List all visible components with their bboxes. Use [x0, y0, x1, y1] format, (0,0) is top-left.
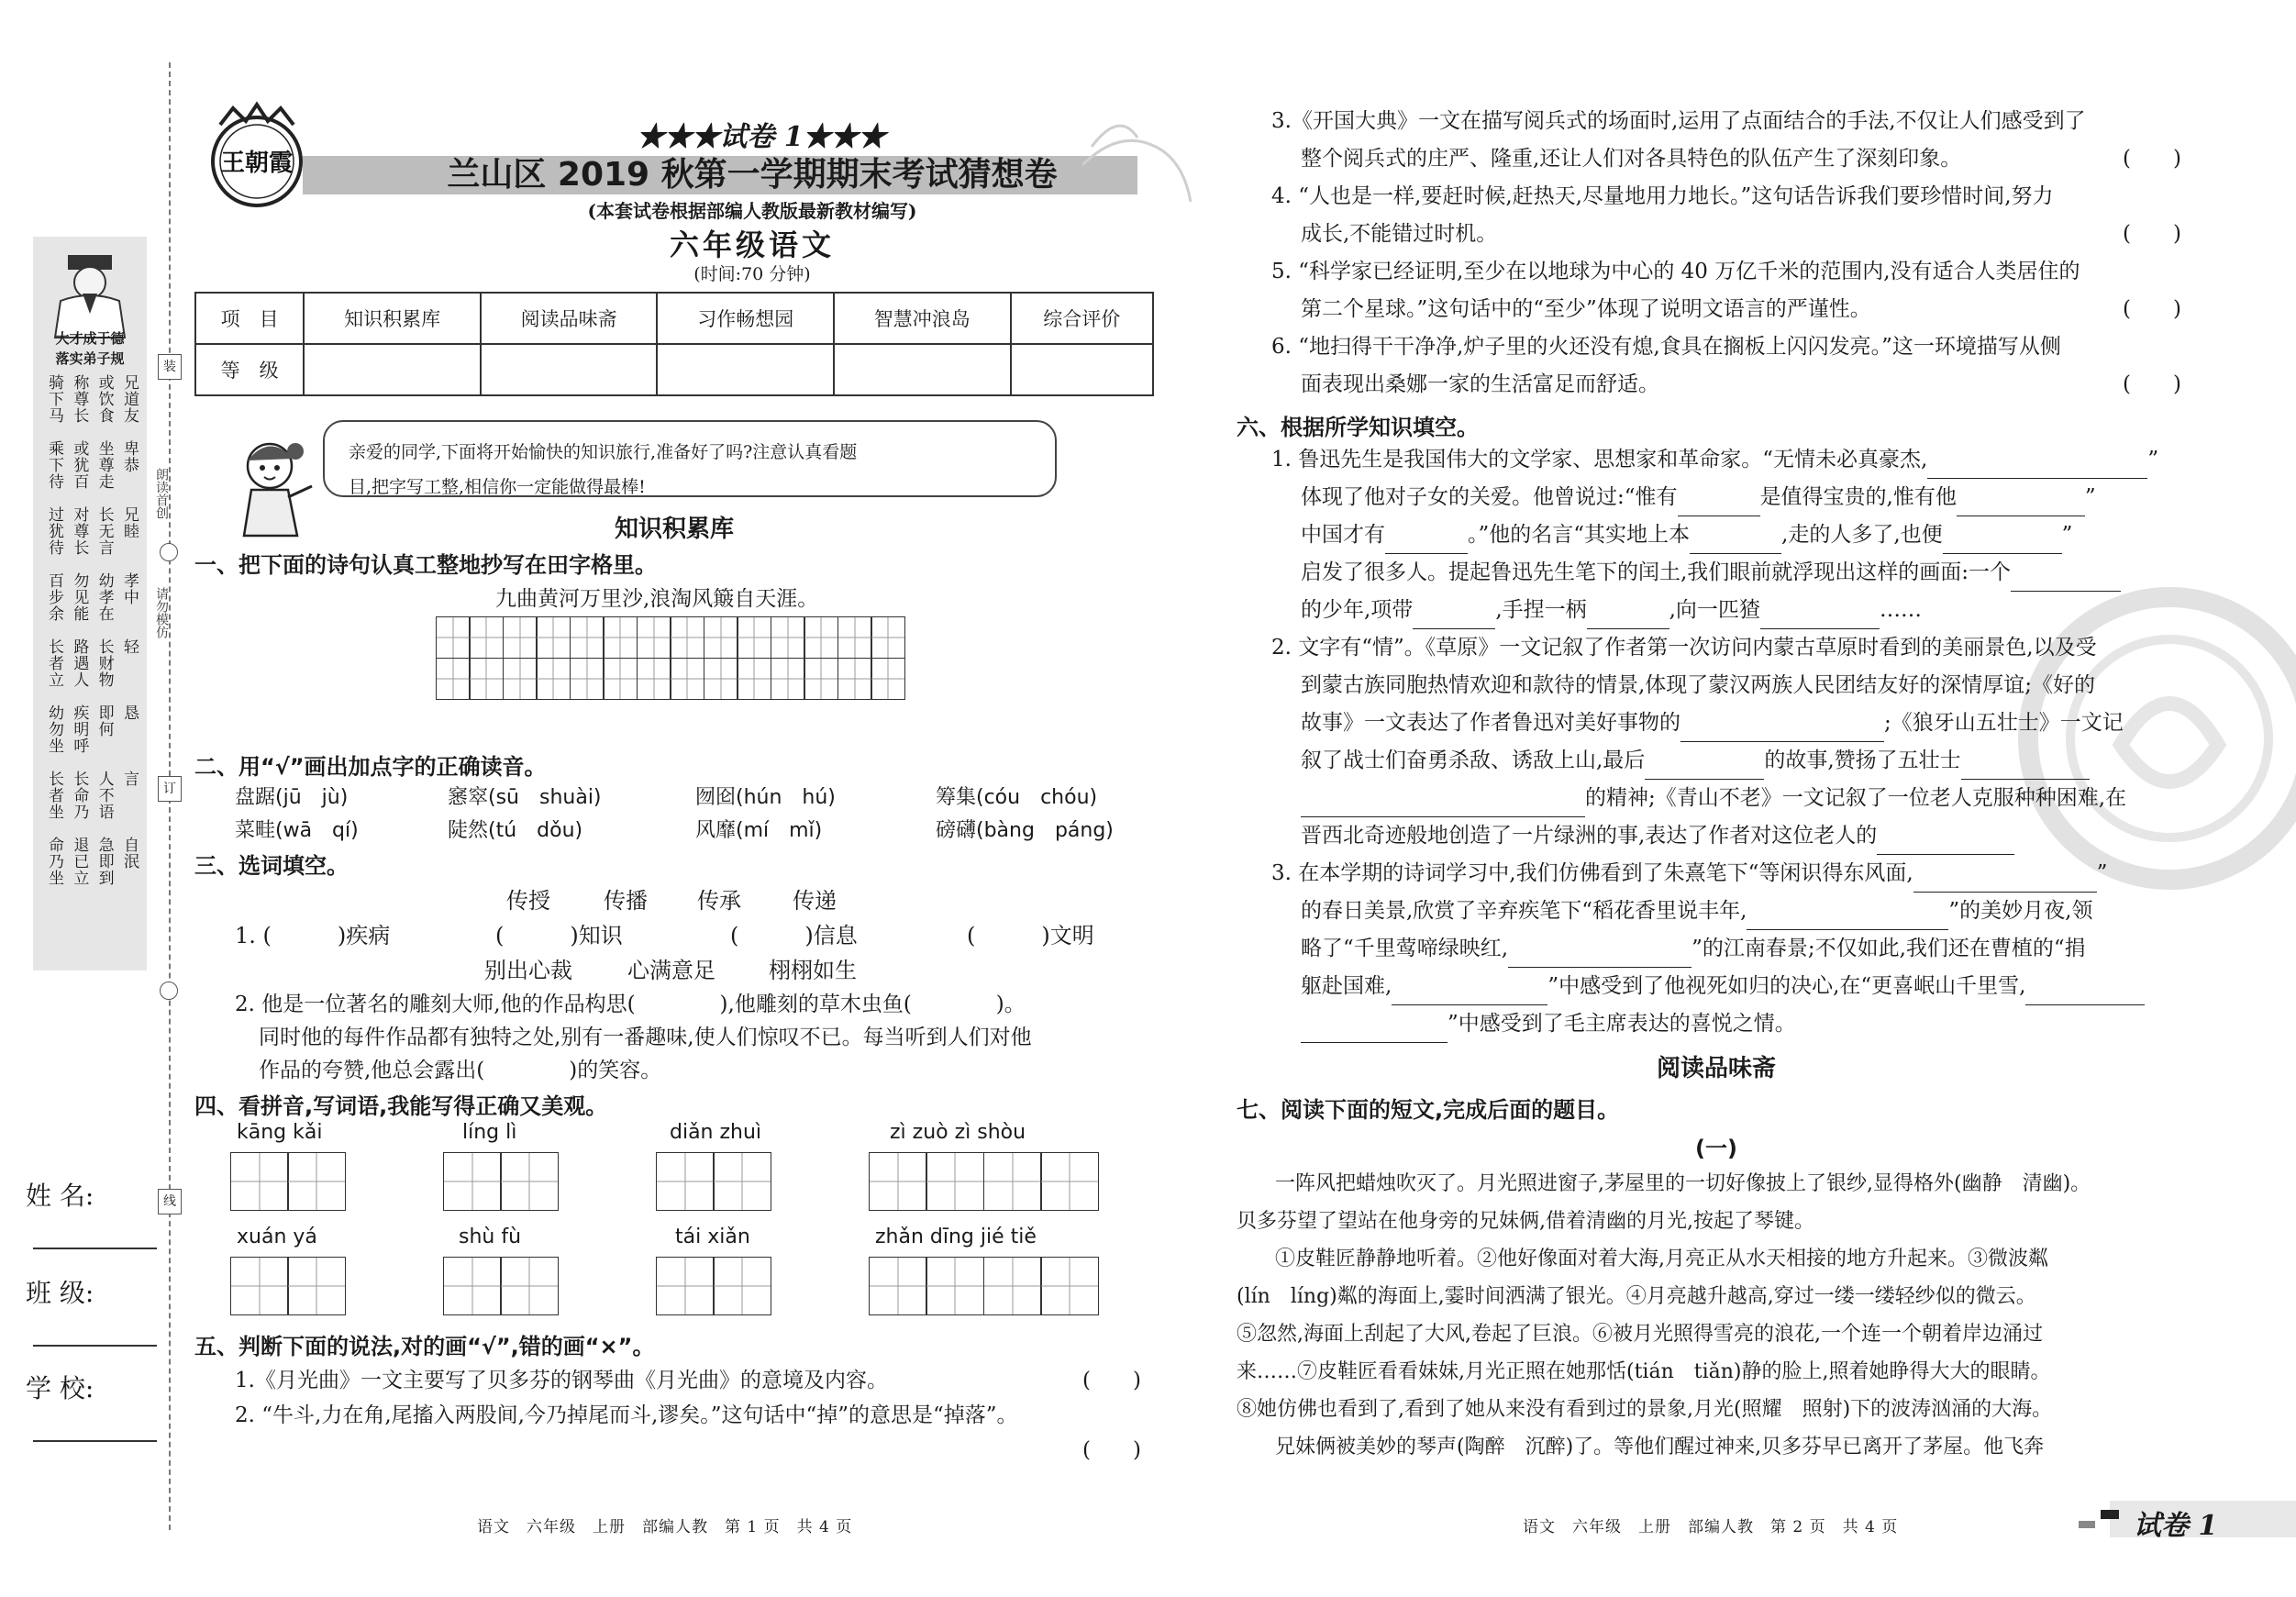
q5-answer-2[interactable]: ( ) — [1082, 1438, 1141, 1462]
fill-blank[interactable] — [1508, 945, 1691, 968]
fill-blank[interactable] — [1645, 757, 1764, 780]
fill-blank[interactable] — [1301, 1020, 1447, 1043]
q2-item[interactable]: 磅礴(bàng páng) — [936, 819, 1114, 842]
passage-line: ①皮鞋匠静静地听着。②他好像面对着大海,月亮正从水天相接的地方升起来。③微波粼 — [1275, 1248, 2048, 1270]
q3-word: 别出心裁 — [484, 958, 572, 983]
poem-block: 命乃坐 退已立 急即到 自泯 — [45, 837, 139, 886]
q4-heading: 四、看拼音,写词语,我能写得正确又美观。 — [194, 1093, 608, 1119]
corner-block-icon — [2079, 1521, 2095, 1528]
passage-line: 兄妹俩被美妙的琴声(陶醉 沉醉)了。等他们醒过神来,贝多芬早已离开了茅屋。他飞奔 — [1275, 1436, 2045, 1458]
fill-blank[interactable] — [1877, 832, 2014, 855]
section-title-knowledge: 知识积累库 — [614, 516, 734, 543]
score-cell: 阅读品味斋 — [481, 293, 658, 344]
binding-mark-zhuang: 装 — [158, 354, 182, 380]
q5-item-1: 1.《月光曲》一文主要写了贝多芬的钢琴曲《月光曲》的意境及内容。 — [235, 1369, 888, 1392]
q5-item-6-line2: 面表现出桑娜一家的生活富足而舒适。 — [1301, 372, 1659, 396]
writing-grid-q4[interactable] — [870, 1152, 1099, 1211]
fill-blank[interactable] — [1678, 494, 1760, 516]
q5-item-3-line1: 3.《开国大典》一文在描写阅兵式的场面时,运用了点面结合的手法,不仅让人们感受到了 — [1271, 109, 2086, 133]
q5-item-4-line1: 4. “人也是一样,要赶时候,赶热天,尽量地用力地长。”这句话告诉我们要珍惜时间,努力 — [1271, 184, 2054, 208]
binding-hole-icon — [160, 543, 178, 561]
poem-block: 长者坐 长命乃 人不语 言 — [45, 771, 139, 820]
q3-blank[interactable]: ( )信息 — [730, 923, 858, 948]
q1-heading: 一、把下面的诗句认真工整地抄写在田字格里。 — [194, 552, 657, 578]
q5-answer-6[interactable]: ( ) — [2123, 372, 2181, 396]
fill-blank[interactable] — [1747, 907, 1948, 930]
q4-pinyin: diǎn zhuì — [670, 1121, 762, 1144]
fill-blank[interactable] — [1392, 982, 1547, 1005]
fill-blank[interactable] — [1760, 606, 1880, 629]
passage-line: ⑧她仿佛也看到了,看到了她从来没有看到过的景象,月光(照耀 照射)下的波涛汹涌的大海。 — [1237, 1398, 2053, 1421]
bubble-line-2: 目,把字写工整,相信你一定能做得最棒! — [349, 477, 646, 497]
q5-answer-3[interactable]: ( ) — [2123, 147, 2181, 171]
q2-item[interactable]: 风靡(mí mǐ) — [695, 819, 823, 842]
score-cell: 习作畅想园 — [657, 293, 834, 344]
score-grade-row — [195, 344, 1153, 395]
fill-blank[interactable] — [2025, 982, 2145, 1005]
poem-block: 过犹待 对尊长 长无言 兄睦 — [45, 506, 139, 556]
writing-grid-q4[interactable] — [444, 1257, 559, 1315]
q6-heading: 六、根据所学知识填空。 — [1237, 415, 1479, 440]
q6-p2-line: 晋西北奇迹般地创造了一片绿洲的事,表达了作者对这位老人的 — [1301, 817, 2014, 855]
bubble-line-1: 亲爱的同学,下面将开始愉快的知识旅行,准备好了吗?注意认真看题 — [349, 442, 858, 462]
ribbon-decoration-icon — [1082, 110, 1192, 211]
q5-item-5-line1: 5. “科学家已经证明,至少在以地球为中心的 40 万亿千米的范围内,没有适合人类居住的 — [1271, 260, 2080, 283]
passage-line: 贝多芬望了望站在他身旁的兄妹俩,借着清幽的月光,按起了琴键。 — [1237, 1210, 1814, 1233]
school-field[interactable] — [33, 1440, 157, 1442]
q6-p2-line: 叙了战士们奋勇杀敌、诱敌上山,最后 的故事,赞扬了五壮士 — [1301, 742, 2090, 780]
q3-line2a[interactable]: 2. 他是一位著名的雕刻大师,他的作品构思( ),他雕刻的草木虫鱼( )。 — [235, 993, 1026, 1016]
name-field[interactable] — [33, 1248, 157, 1249]
q6-p2-line: 故事》一文表达了作者鲁迅对美好事物的 ;《狼牙山五壮士》一文记 — [1301, 704, 2124, 742]
footer-page-2: 语文 六年级 上册 部编人教 第 2 页 共 4 页 — [1523, 1518, 1899, 1536]
binding-hole-icon — [160, 981, 178, 1000]
grid-row — [437, 616, 905, 659]
sidebar-poems — [44, 374, 139, 903]
passage-line: 一阵风把蜡烛吹灭了。月光照进窗子,茅屋里的一切好像披上了银纱,显得格外(幽静 清幽)。 — [1275, 1172, 2091, 1195]
time-limit: (时间:70 分钟) — [693, 264, 811, 284]
q3-blank[interactable]: 1. ( )疾病 — [235, 923, 391, 948]
q5-answer-1[interactable]: ( ) — [1082, 1369, 1141, 1392]
writing-grid-q4[interactable] — [657, 1152, 771, 1211]
q6-p1-line: 体现了他对子女的关爱。他曾说过:“惟有 是值得宝贵的,惟有他 ” — [1301, 479, 2096, 516]
q4-pinyin: xuán yá — [237, 1225, 317, 1248]
q3-line2b: 同时他的每件作品都有独特之处,别有一番趣味,使人们惊叹不已。每当听到人们对他 — [259, 1026, 1032, 1049]
passage-line: ⑤忽然,海面上刮起了大风,卷起了巨浪。⑥被月光照得雪亮的浪花,一个连一个朝着岸边涌过 — [1237, 1323, 2043, 1346]
q3-blank[interactable]: ( )文明 — [967, 923, 1094, 948]
class-label: 班 级: — [26, 1278, 94, 1308]
grade-input[interactable] — [304, 344, 481, 395]
q6-p1-line: 的少年,项带 ,手捏一柄 ,向一匹猹 …… — [1301, 592, 1922, 629]
q3-heading: 三、选词填空。 — [194, 853, 349, 879]
poem-block: 长者立 路遇人 长财物 轻 — [45, 638, 139, 688]
school-label: 学 校: — [26, 1373, 94, 1403]
score-cell: 知识积累库 — [304, 293, 481, 344]
q6-p3-line: 略了“千里莺啼绿映红, ”的江南春景;不仅如此,我们还在曹植的“捐 — [1301, 930, 2086, 968]
fill-blank[interactable] — [2011, 569, 2121, 592]
exam-note: (本套试卷根据部编人教版最新教材编写) — [587, 200, 917, 222]
footer-page-1: 语文 六年级 上册 部编人教 第 1 页 共 4 页 — [477, 1518, 853, 1536]
q2-heading: 二、用“√”画出加点字的正确读音。 — [194, 754, 547, 780]
q2-item[interactable]: 筹集(cóu chóu) — [936, 786, 1098, 809]
q5-heading: 五、判断下面的说法,对的画“√”,错的画“×”。 — [194, 1334, 655, 1359]
grade-input[interactable] — [834, 344, 1011, 395]
q5-item-2: 2. “牛斗,力在角,尾搐入两股间,今乃掉尾而斗,谬矣。”这句话中“掉”的意思是“掉落”。 — [235, 1403, 1018, 1427]
section-title-reading: 阅读品味斋 — [1656, 1055, 1776, 1082]
corner-exam-label: 试卷 1 — [2134, 1510, 2218, 1542]
q2-item[interactable]: 菜畦(wā qí) — [235, 819, 359, 842]
fill-blank[interactable] — [1385, 531, 1468, 554]
binding-mark-ding: 订 — [158, 776, 182, 802]
fill-blank[interactable] — [1957, 494, 2085, 516]
poem-block: 百步余 勿见能 幼孝在 孝中 — [45, 572, 139, 622]
q6-p3-line: ”中感受到了毛主席表达的喜悦之情。 — [1301, 1005, 1796, 1043]
passage-line: (lín líng)粼的海面上,霎时间洒满了银光。④月亮越升越高,穿过一缕一缕轻纱似的微云。 — [1237, 1285, 2036, 1308]
binding-note-1: 朗读首创 — [154, 468, 169, 519]
grade-input[interactable] — [1011, 344, 1153, 395]
score-cell: 等 级 — [195, 344, 304, 395]
score-table — [194, 292, 1154, 396]
q3-word: 传授 — [506, 888, 550, 914]
writing-grid-q4[interactable] — [657, 1257, 771, 1315]
q4-pinyin: shù fù — [459, 1225, 522, 1248]
publisher-logo — [193, 101, 321, 211]
q3-word: 传递 — [793, 888, 837, 914]
passage-line: 来……⑦皮鞋匠看看妹妹,月光正照在她那恬(tián tiǎn)静的脸上,照着她睁得大大的眼睛。 — [1237, 1360, 2051, 1383]
q4-pinyin: tái xiǎn — [675, 1225, 750, 1248]
fill-blank[interactable] — [1301, 794, 1585, 817]
q4-pinyin: líng lì — [462, 1121, 517, 1144]
q5-item-6-line1: 6. “地扫得干干净净,炉子里的火还没有熄,食具在搁板上闪闪发亮。”这一环境描写从侧 — [1271, 335, 2061, 359]
binding-mark-xian: 线 — [158, 1189, 182, 1214]
q2-item[interactable]: 盘踞(jū jù) — [235, 786, 349, 809]
q1-verse: 九曲黄河万里沙,浪淘风簸自天涯。 — [495, 587, 819, 611]
name-label: 姓 名: — [26, 1181, 94, 1211]
q7-heading: 七、阅读下面的短文,完成后面的题目。 — [1237, 1097, 1620, 1123]
q6-p3-line: 躯赴国难, ”中感受到了他视死如归的决心,在“更喜岷山千里雪, — [1301, 968, 2145, 1005]
q2-item[interactable]: 窸窣(sū shuài) — [448, 786, 602, 809]
q6-p2-line: 到蒙古族同胞热情欢迎和款待的情景,体现了蒙汉两族人民团结友好的深情厚谊;《好的 — [1301, 673, 2096, 697]
writing-grid-q4[interactable] — [870, 1257, 1099, 1315]
q3-line2c[interactable]: 作品的夸赞,他总会露出( )的笑容。 — [259, 1059, 662, 1082]
poem-block: 幼勿坐 疾明呼 即何 恳 — [45, 704, 139, 754]
q4-pinyin: zhǎn dīng jié tiě — [875, 1225, 1037, 1248]
q7-subheading: (一) — [1695, 1136, 1737, 1161]
score-header-row — [195, 293, 1153, 344]
grade-input[interactable] — [481, 344, 658, 395]
q6-p1-line: 中国才有 。”他的名言“其实地上本 ,走的人多了,也便 ” — [1301, 516, 2072, 554]
q6-p1-line: 1. 鲁迅先生是我国伟大的文学家、思想家和革命家。“无情未必真豪杰, ” — [1271, 441, 2158, 479]
motto-line-1: 大才成于德 — [55, 330, 125, 347]
writing-grid-q4[interactable] — [231, 1257, 346, 1315]
q5-item-4-line2: 成长,不能错过时机。 — [1301, 222, 1498, 246]
q3-blank[interactable]: ( )知识 — [495, 923, 623, 948]
q3-word: 传播 — [604, 888, 648, 914]
fill-blank[interactable] — [1927, 456, 2147, 479]
exam-label: ★★★试卷 1★★★ — [637, 121, 886, 153]
q3-word: 传承 — [697, 888, 741, 914]
q2-item[interactable]: 囫囵(hún hú) — [695, 786, 836, 809]
grid-row — [437, 658, 905, 700]
q6-p3-line: 3. 在本学期的诗词学习中,我们仿佛看到了朱熹笔下“等闲识得东风面, ” — [1271, 855, 2107, 893]
q5-answer-4[interactable]: ( ) — [2123, 222, 2181, 246]
q5-item-3-line2: 整个阅兵式的庄严、隆重,还让人们对各具特色的队伍产生了深刻印象。 — [1301, 147, 1962, 171]
q5-answer-5[interactable]: ( ) — [2123, 297, 2181, 321]
fill-blank[interactable] — [1690, 531, 1781, 554]
fill-blank[interactable] — [1680, 719, 1884, 742]
poem-block: 骑下马 称尊长 或饮食 兄道友 — [45, 374, 139, 424]
svg-text:王朝霞: 王朝霞 — [220, 150, 294, 177]
fill-blank[interactable] — [1961, 757, 2090, 780]
fill-blank[interactable] — [1413, 606, 1495, 629]
grade-input[interactable] — [657, 344, 834, 395]
q6-p2-line: 的精神;《青山不老》一文记叙了一位老人克服种种困难,在 — [1301, 780, 2126, 817]
poem-block: 乘下待 或犹百 坐尊走 卑恭 — [45, 440, 139, 490]
score-cell: 智慧冲浪岛 — [834, 293, 1011, 344]
q3-word: 栩栩如生 — [769, 958, 857, 983]
exam-title: 兰山区 2019 秋第一学期期末考试猜想卷 — [447, 156, 1058, 194]
q3-word: 心满意足 — [627, 958, 715, 983]
fill-blank[interactable] — [1943, 531, 2062, 554]
q2-item[interactable]: 陡然(tú dǒu) — [448, 819, 583, 842]
writing-grid-q4[interactable] — [444, 1152, 559, 1211]
score-cell: 综合评价 — [1011, 293, 1153, 344]
motto-line-2: 落实弟子规 — [55, 350, 125, 367]
sidebar-panel — [33, 237, 147, 970]
writing-grid-q4[interactable] — [231, 1152, 346, 1211]
score-cell: 项 目 — [195, 293, 304, 344]
q5-item-5-line2: 第二个星球。”这句话中的“至少”体现了说明文语言的严谨性。 — [1301, 297, 1871, 321]
speech-bubble — [323, 420, 1057, 497]
corner-block-icon — [2101, 1510, 2119, 1519]
q6-p2-line: 2. 文字有“情”。《草原》一文记叙了作者第一次访问内蒙古草原时看到的美丽景色,以及受 — [1271, 636, 2097, 660]
q4-pinyin: kāng kǎi — [237, 1121, 323, 1144]
writing-grid-q1[interactable] — [437, 616, 905, 700]
class-field[interactable] — [33, 1345, 157, 1347]
q6-p3-line: 的春日美景,欣赏了辛弃疾笔下“稻花香里说丰年, ”的美妙月夜,领 — [1301, 893, 2092, 930]
binding-note-2: 请勿模仿 — [154, 587, 169, 638]
grade-subject: 六年级语文 — [669, 227, 835, 262]
q6-p1-line: 启发了很多人。提起鲁迅先生笔下的闰土,我们眼前就浮现出这样的画面:一个 — [1301, 554, 2121, 592]
fill-blank[interactable] — [1913, 870, 2097, 893]
q4-pinyin: zì zuò zì shòu — [890, 1121, 1026, 1144]
fill-blank[interactable] — [1587, 606, 1669, 629]
